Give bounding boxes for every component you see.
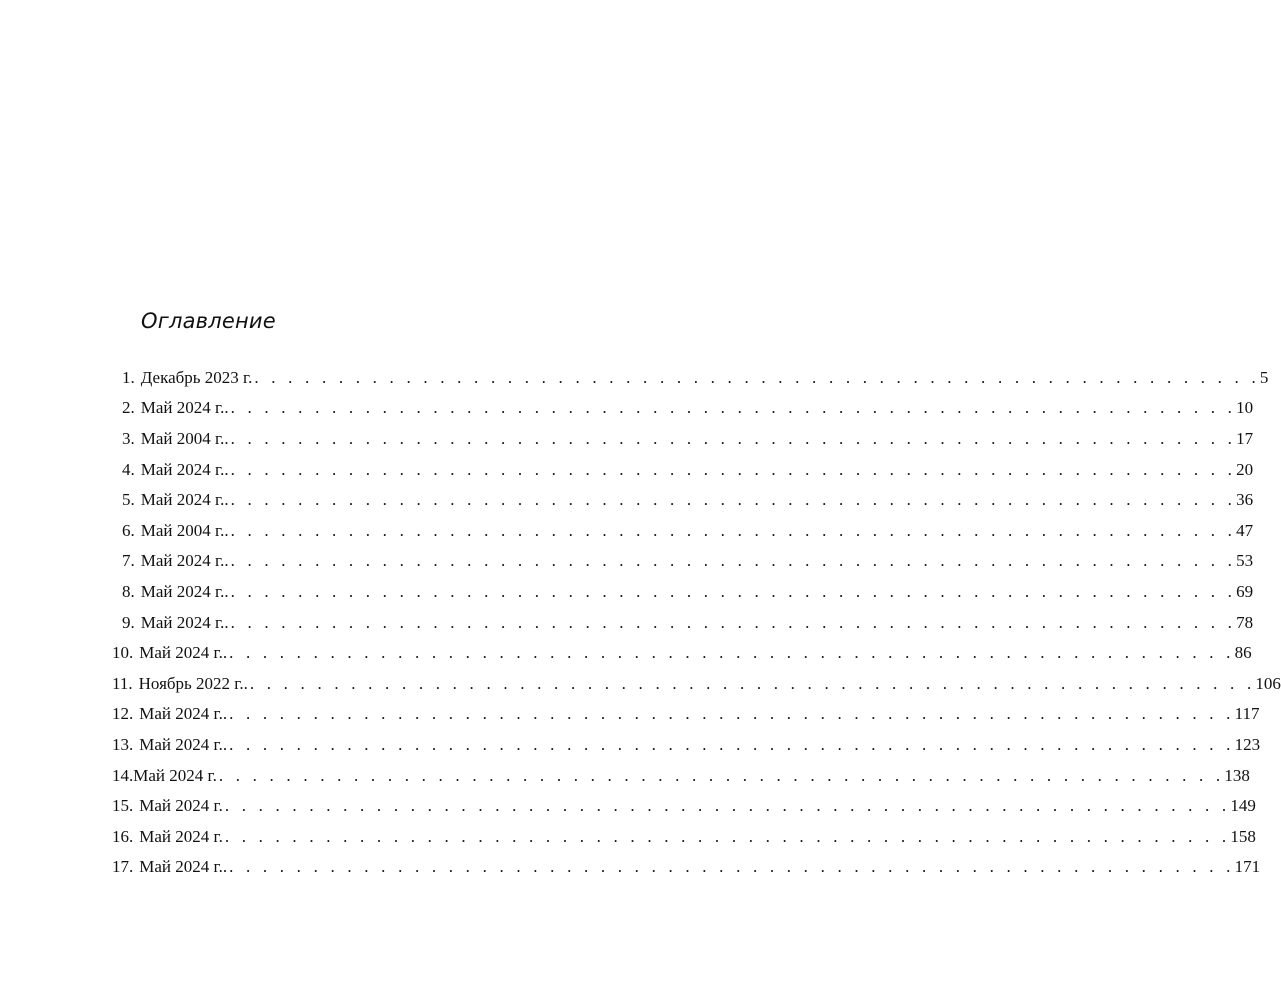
- toc-entry[interactable]: [112, 515, 1254, 546]
- toc-entry[interactable]: [112, 454, 1254, 485]
- toc-entry[interactable]: [112, 729, 1261, 760]
- toc-dot-leader: . . . . . . . . . . . . . . . . . . . . . . . . . . . . . . . . . . . . . . . . . . . . . . . . . . . . . . . . . . . .: [230, 551, 1237, 571]
- toc-entry-title: Май 2024 г..: [140, 551, 229, 571]
- toc-entry-page: 106: [1255, 673, 1281, 693]
- toc-entry-title: Май 2004 г..: [140, 520, 229, 540]
- toc-entry-title: Май 2024 г..: [139, 643, 228, 663]
- toc-entry-page: 36: [1236, 490, 1254, 510]
- toc-dot-leader: . . . . . . . . . . . . . . . . . . . . . . . . . . . . . . . . . . . . . . . . . . . . . . . . . . . . . . . . . . . .: [230, 459, 1237, 479]
- toc-entry-number: 16.: [112, 826, 134, 846]
- toc-entry[interactable]: [112, 484, 1254, 515]
- toc-entry-number: 8.: [122, 581, 135, 601]
- toc-entry-number: 9.: [122, 612, 135, 632]
- toc-dot-leader: . . . . . . . . . . . . . . . . . . . . . . . . . . . . . . . . . . . . . . . . . . . . . . . . . . . . . . . . . . . .: [230, 581, 1237, 601]
- toc-dot-leader: . . . . . . . . . . . . . . . . . . . . . . . . . . . . . . . . . . . . . . . . . . . . . . . . . . . . . . . . . . . .: [229, 643, 1235, 663]
- toc-entry-number: 5.: [122, 490, 135, 510]
- toc-dot-leader: . . . . . . . . . . . . . . . . . . . . . . . . . . . . . . . . . . . . . . . . . . . . . . . . . . . . . . . . . . . .: [230, 520, 1237, 540]
- toc-entry-page: 123: [1234, 734, 1261, 754]
- toc-entry-title: Май 2024 г..: [140, 490, 229, 510]
- toc-list: [112, 362, 1281, 882]
- toc-dot-leader: . . . . . . . . . . . . . . . . . . . . . . . . . . . . . . . . . . . . . . . . . . . . . . . . . . . . . . . . . . . .: [218, 765, 1225, 785]
- toc-entry-page: 171: [1234, 857, 1261, 877]
- toc-entry-number: 10.: [112, 643, 134, 663]
- toc-dot-leader: . . . . . . . . . . . . . . . . . . . . . . . . . . . . . . . . . . . . . . . . . . . . . . . . . . . . . . . . . . . .: [229, 857, 1235, 877]
- toc-dot-leader: . . . . . . . . . . . . . . . . . . . . . . . . . . . . . . . . . . . . . . . . . . . . . . . . . . . . . . . . . . . .: [254, 367, 1260, 387]
- toc-entry-page: 138: [1224, 765, 1250, 785]
- toc-entry[interactable]: [112, 576, 1254, 607]
- toc-entry-number: 12.: [112, 704, 134, 724]
- toc-entry[interactable]: [112, 637, 1252, 668]
- toc-dot-leader: . . . . . . . . . . . . . . . . . . . . . . . . . . . . . . . . . . . . . . . . . . . . . . . . . . . . . . . . . . . .: [230, 490, 1237, 510]
- toc-entry[interactable]: [112, 821, 1256, 852]
- toc-dot-leader: . . . . . . . . . . . . . . . . . . . . . . . . . . . . . . . . . . . . . . . . . . . . . . . . . . . . . . . . . . . .: [230, 428, 1237, 448]
- toc-entry[interactable]: [112, 362, 1269, 393]
- toc-dot-leader: . . . . . . . . . . . . . . . . . . . . . . . . . . . . . . . . . . . . . . . . . . . . . . . . . . . . . . . . . . . .: [229, 704, 1235, 724]
- toc-entry-title: Декабрь 2023 г.: [140, 367, 253, 387]
- toc-dot-leader: . . . . . . . . . . . . . . . . . . . . . . . . . . . . . . . . . . . . . . . . . . . . . . . . . . . . . . . . . . . .: [249, 673, 1256, 693]
- toc-entry-page: 17: [1236, 428, 1254, 448]
- toc-dot-leader: . . . . . . . . . . . . . . . . . . . . . . . . . . . . . . . . . . . . . . . . . . . . . . . . . . . . . . . . . . . .: [230, 398, 1237, 418]
- toc-entry-title: Май 2024 г..: [140, 398, 229, 418]
- toc-entry-title: Май 2024 г.: [133, 765, 217, 785]
- toc-dot-leader: . . . . . . . . . . . . . . . . . . . . . . . . . . . . . . . . . . . . . . . . . . . . . . . . . . . . . . . . . . . .: [224, 796, 1231, 816]
- toc-entry-number: 3.: [122, 428, 135, 448]
- toc-entry-title: Май 2024 г..: [139, 734, 228, 754]
- toc-entry-title: Май 2024 г..: [139, 857, 228, 877]
- toc-entry-number: 1.: [122, 367, 135, 387]
- toc-entry-number: 14.: [112, 765, 134, 785]
- toc-entry-title: Май 2024 г..: [140, 612, 229, 632]
- toc-entry[interactable]: [112, 546, 1254, 577]
- toc-entry-page: 69: [1236, 581, 1254, 601]
- toc-dot-leader: . . . . . . . . . . . . . . . . . . . . . . . . . . . . . . . . . . . . . . . . . . . . . . . . . . . . . . . . . . . .: [224, 826, 1231, 846]
- toc-entry[interactable]: [112, 699, 1260, 730]
- toc-entry-page: 20: [1236, 459, 1254, 479]
- toc-entry[interactable]: [112, 423, 1254, 454]
- toc-title: Оглавление: [141, 309, 276, 333]
- toc-entry[interactable]: [112, 668, 1281, 699]
- toc-entry[interactable]: [112, 760, 1250, 791]
- toc-entry-title: Май 2024 г..: [139, 704, 228, 724]
- toc-entry-number: 13.: [112, 734, 134, 754]
- toc-entry-page: 53: [1236, 551, 1254, 571]
- toc-entry[interactable]: [112, 790, 1256, 821]
- toc-entry-number: 11.: [112, 673, 133, 693]
- toc-entry[interactable]: [112, 852, 1261, 883]
- toc-entry[interactable]: [112, 393, 1254, 424]
- toc-entry-page: 149: [1230, 796, 1256, 816]
- toc-entry-number: 4.: [122, 459, 135, 479]
- toc-entry-number: 6.: [122, 520, 135, 540]
- toc-entry-number: 7.: [122, 551, 135, 571]
- toc-dot-leader: . . . . . . . . . . . . . . . . . . . . . . . . . . . . . . . . . . . . . . . . . . . . . . . . . . . . . . . . . . . .: [230, 612, 1237, 632]
- toc-entry-page: 158: [1230, 826, 1256, 846]
- toc-entry-title: Май 2024 г..: [140, 581, 229, 601]
- toc-entry-title: Май 2024 г.: [139, 826, 223, 846]
- toc-entry-page: 86: [1234, 643, 1252, 663]
- toc-dot-leader: . . . . . . . . . . . . . . . . . . . . . . . . . . . . . . . . . . . . . . . . . . . . . . . . . . . . . . . . . . . .: [229, 734, 1235, 754]
- toc-entry-number: 15.: [112, 796, 134, 816]
- toc-entry-number: 17.: [112, 857, 134, 877]
- toc-entry[interactable]: [112, 607, 1254, 638]
- toc-entry-title: Май 2024 г.: [139, 796, 223, 816]
- toc-entry-page: 5: [1259, 367, 1269, 387]
- toc-entry-page: 117: [1234, 704, 1260, 724]
- toc-entry-number: 2.: [122, 398, 135, 418]
- toc-entry-title: Май 2004 г..: [140, 428, 229, 448]
- toc-entry-title: Ноябрь 2022 г..: [138, 673, 248, 693]
- toc-entry-page: 78: [1236, 612, 1254, 632]
- toc-entry-page: 10: [1236, 398, 1254, 418]
- toc-entry-page: 47: [1236, 520, 1254, 540]
- toc-entry-title: Май 2024 г..: [140, 459, 229, 479]
